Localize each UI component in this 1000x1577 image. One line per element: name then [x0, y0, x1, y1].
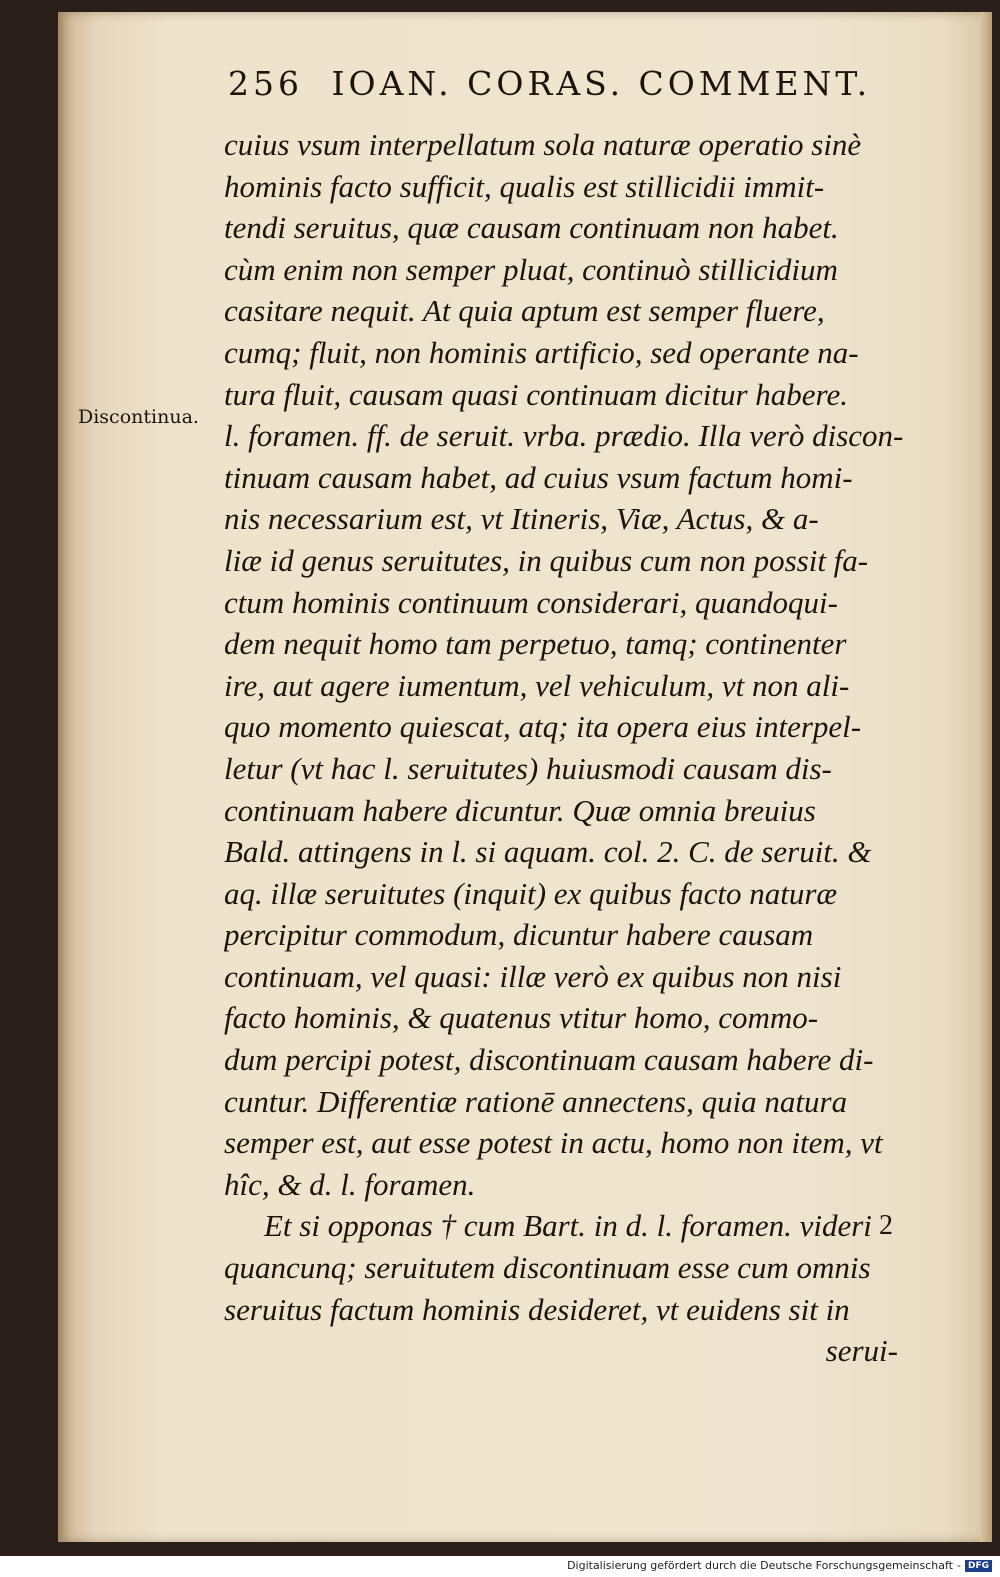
text-line: cumq; fluit, non hominis artificio, sed operante na-: [224, 334, 859, 370]
catchword: serui-: [825, 1333, 898, 1369]
text-line: liæ id genus seruitutes, in quibus cum non possit fa-: [224, 542, 869, 578]
footer-credit: Digitalisierung gefördert durch die Deutsche Forschungsgemeinschaft: [567, 1559, 953, 1572]
text-line: cùm enim non semper pluat, continuò stillicidium: [224, 251, 838, 287]
text-line: continuam habere dicuntur. Quæ omnia breuius: [224, 792, 816, 828]
text-line: tinuam causam habet, ad cuius vsum factum homi-: [224, 459, 853, 495]
text-line: tura fluit, causam quasi continuam dicitur habere.: [224, 376, 848, 412]
text-line: dum percipi potest, discontinuam causam habere di-: [224, 1042, 874, 1078]
page-number: 256: [228, 64, 303, 103]
page-edge: [980, 12, 992, 1542]
text-line: letur (vt hac l. seruitutes) huiusmodi causam dis-: [224, 750, 832, 786]
text-line: cuntur. Differentiæ rationē annectens, quia natura: [224, 1083, 848, 1119]
text-line: hîc, & d. l. foramen.: [224, 1166, 476, 1202]
text-line: percipitur commodum, dicuntur habere causam: [224, 917, 814, 953]
digitization-footer: Digitalisierung gefördert durch die Deutsche Forschungsgemeinschaft - DFG: [567, 1559, 992, 1572]
text-line: l. foramen. ff. de seruit. vrba. prædio. Illa verò discon-: [224, 418, 904, 454]
margin-note: Discontinua.: [78, 406, 199, 428]
text-line: cuius vsum interpellatum sola naturæ operatio sinè: [224, 127, 862, 162]
margin-number: 2: [879, 1210, 893, 1241]
text-line: quancunq; seruitutem discontinuam esse cum omnis: [224, 1250, 871, 1286]
text-line: facto hominis, & quatenus vtitur homo, commo-: [224, 1000, 819, 1036]
text-line: ire, aut agere iumentum, vel vehiculum, vt non ali-: [224, 667, 850, 703]
text-line: dem nequit homo tam perpetuo, tamq; continenter: [224, 626, 847, 662]
text-line: aq. illæ seruitutes (inquit) ex quibus facto naturæ: [224, 875, 838, 911]
dfg-logo: DFG: [965, 1560, 992, 1572]
text-line: casitare nequit. At quia aptum est semper fluere,: [224, 293, 825, 329]
text-line: semper est, aut esse potest in actu, homo non item, vt: [224, 1125, 883, 1161]
text-line: tendi seruitus, quæ causam continuam non habet.: [224, 210, 839, 246]
body-text: [224, 124, 904, 1372]
running-header: [228, 64, 872, 103]
text-line: seruitus factum hominis desideret, vt euidens sit in: [224, 1291, 850, 1327]
text-line: quo momento quiescat, atq; ita opera eius interpel-: [224, 709, 862, 745]
text-line: ctum hominis continuum considerari, quandoqui-: [224, 584, 838, 620]
text-line: continuam, vel quasi: illæ verò ex quibus non nisi: [224, 958, 842, 994]
text-line: hominis facto sufficit, qualis est stillicidii immit-: [224, 168, 825, 204]
text-line: Bald. attingens in l. si aquam. col. 2. C. de seruit. &: [224, 834, 872, 870]
running-title: IOAN. CORAS. COMMENT.: [331, 64, 872, 103]
paragraph-start-line: Et si opponas † cum Bart. in d. l. foramen. videri: [264, 1208, 872, 1244]
text-line: nis necessarium est, vt Itineris, Viæ, Actus, & a-: [224, 501, 819, 537]
